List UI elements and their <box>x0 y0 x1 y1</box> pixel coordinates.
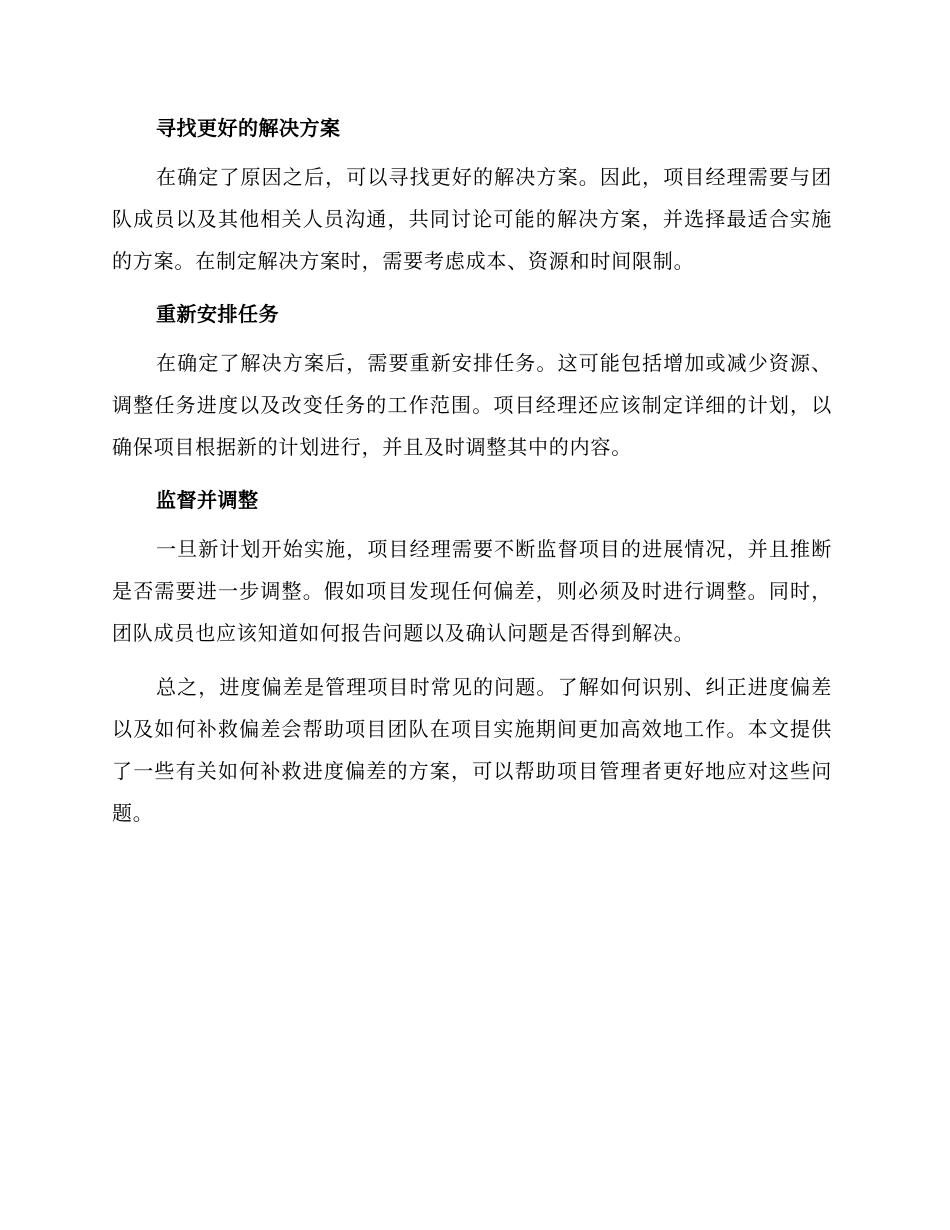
section-find-solution <box>112 108 832 282</box>
section-heading: 寻找更好的解决方案 <box>156 116 341 140</box>
section-heading: 监督并调整 <box>156 488 259 512</box>
conclusion-paragraph: 总之，进度偏差是管理项目时常见的问题。了解如何识别、纠正进度偏差以及如何补救偏差会帮助项目团队在项目实施期间更加高效地工作。本文提供了一些有关如何补救进度偏差的方案，可以帮助项目管理者更好地应对这些问题。 <box>112 675 832 825</box>
section-paragraph: 一旦新计划开始实施，项目经理需要不断监督项目的进展情况，并且推断是否需要进一步调整。假如项目发现任何偏差，则必须及时进行调整。同时，团队成员也应该知道如何报告问题以及确认问题是否得到解决。 <box>112 537 832 645</box>
section-paragraph: 在确定了解决方案后，需要重新安排任务。这可能包括增加或减少资源、调整任务进度以及改变任务的工作范围。项目经理还应该制定详细的计划，以确保项目根据新的计划进行，并且及时调整其中的内容。 <box>112 351 832 459</box>
section-rearrange-tasks <box>112 294 832 468</box>
document-body <box>112 108 832 846</box>
section-paragraph: 在确定了原因之后，可以寻找更好的解决方案。因此，项目经理需要与团队成员以及其他相关人员沟通，共同讨论可能的解决方案，并选择最适合实施的方案。在制定解决方案时，需要考虑成本、资源和时间限制。 <box>112 165 832 273</box>
section-heading: 重新安排任务 <box>156 302 279 326</box>
section-monitor-adjust <box>112 480 832 654</box>
